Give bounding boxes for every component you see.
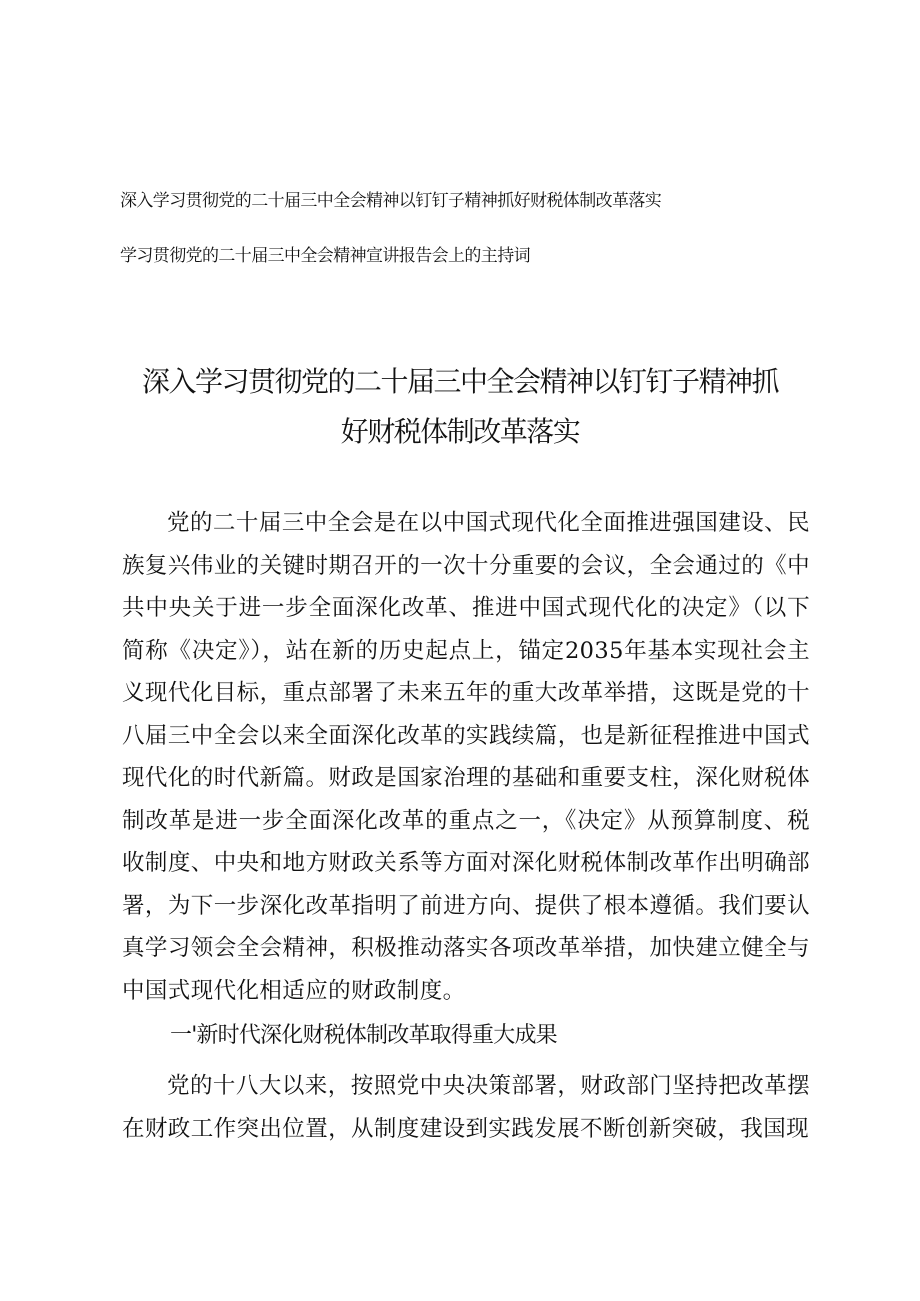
- article-title-line-1: 深入学习贯彻党的二十届三中全会精神以钉钉子精神抓: [141, 365, 778, 398]
- body-paragraph-2: 党的十八大以来，按照党中央决策部署，财政部门坚持把改革摆在财政工作突出位置，从制度建设到实践发展不断创新突破，我国现: [122, 1073, 810, 1142]
- section-heading-1: 一'新时代深化财税体制改革取得重大成果: [170, 1023, 557, 1048]
- toc-line-2[interactable]: 学习贯彻党的二十届三中全会精神宣讲报告会上的主持词: [120, 246, 530, 266]
- article-title-line-2: 好财税体制改革落实: [340, 415, 580, 448]
- toc-line-1[interactable]: 深入学习贯彻党的二十届三中全会精神以钉钉子精神抓好财税体制改革落实: [120, 191, 662, 211]
- body-paragraph-1: 党的二十届三中全会是在以中国式现代化全面推进强国建设、民族复兴伟业的关键时期召开的一次十分重要的会议，全会通过的《中共中央关于进一步全面深化改革、推进中国式现代化的决定》（以下简称《决定》），站在新的历史起点上，锚定2035年基本实现社会主义现代化目标，重点部署了未来五年的重大改革举措，这既是党的十八届三中全会以来全面深化改革的实践续篇，也是新征程推进中国式现代化的时代新篇。财政是国家治理的基础和重要支柱，深化财税体制改革是进一步全面深化改革的重点之一，《决定》从预算制度、税收制度、中央和地方财政关系等方面对深化财税体制改革作出明确部署，为下一步深化改革指明了前进方向、提供了根本遵循。我们要认真学习领会全会精神，积极推动落实各项改革举措，加快建立健全与中国式现代化相适应的财政制度。: [122, 510, 810, 1004]
